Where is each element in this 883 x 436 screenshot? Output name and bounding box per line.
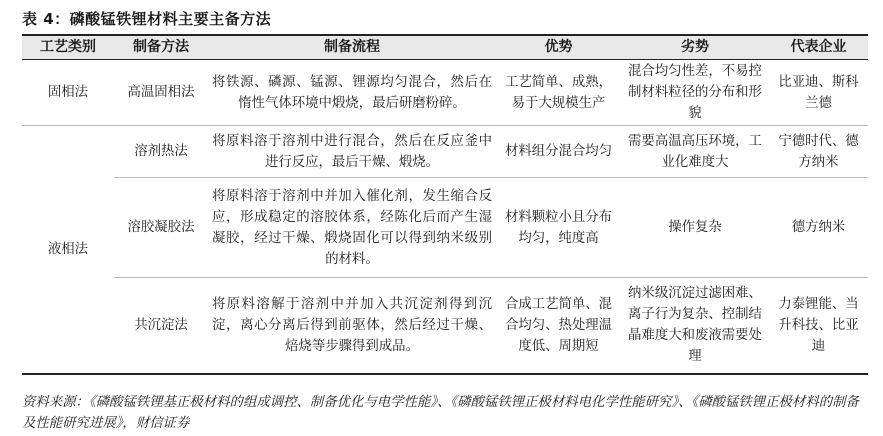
flow-cell: 将原料溶于溶剂中并加入催化剂，发生缩合反应，形成稳定的溶胶体系，经陈化后而产生湿凝胶，经过干燥、煅烧固化可以得到纳米级别的材料。: [208, 178, 496, 278]
flow-cell: 将铁源、磷源、锰源、锂源均匀混合，然后在惰性气体环境中煅烧，最后研磨粉碎。: [212, 74, 492, 111]
table-row: [22, 278, 868, 374]
companies-cell: 德方纳米: [769, 178, 868, 278]
category-cell: 固相法: [47, 85, 89, 100]
disadvantage-cell: 需要高温高压环境，工业化难度大: [621, 126, 769, 178]
advantage-cell: 材料组分混合均匀: [496, 126, 621, 178]
header-disadvantage: 劣势: [621, 35, 769, 60]
method-cell: 共沉淀法: [114, 278, 208, 374]
companies-cell: 力泰锂能、当升科技、比亚迪: [769, 278, 868, 374]
flow-cell: 将原料溶解于溶剂中并加入共沉淀剂得到沉淀，离心分离后得到前驱体，然后经过干燥、焙烧等步骤得到成品。: [208, 278, 496, 374]
header-row: [22, 35, 868, 60]
header-category: 工艺类别: [22, 35, 114, 60]
advantage-cell: 工艺简单、成熟，易于大规模生产: [504, 74, 613, 111]
table-title: 表 4：磷酸锰铁锂材料主要主备方法: [22, 10, 272, 28]
method-cell: 高温固相法: [127, 85, 195, 100]
header-method: 制备方法: [114, 35, 208, 60]
advantage-cell: 材料颗粒小且分布均匀，纯度高: [496, 178, 621, 278]
header-flow: 制备流程: [208, 35, 496, 60]
disadvantage-cell: 纳米级沉淀过滤困难、离子行为复杂、控制结晶难度大和废液需要处理: [621, 278, 769, 374]
header-companies: 代表企业: [769, 35, 868, 60]
disadvantage-cell: 操作复杂: [621, 178, 769, 278]
source-note: 资料来源：《磷酸锰铁锂基正极材料的组成调控、制备优化与电学性能》、《磷酸锰铁锂正极材料电化学性能研究》、《磷酸锰铁锂正极材料的制备及性能研究进展》，财信证券: [22, 395, 859, 431]
header-advantage: 优势: [496, 35, 621, 60]
companies-cell: 宁德时代、德方纳米: [769, 126, 868, 178]
method-cell: 溶胶凝胶法: [114, 178, 208, 278]
disadvantage-cell: 混合均匀性差，不易控制材料粒径的分布和形貌: [628, 64, 762, 121]
advantage-cell: 合成工艺简单、混合均匀、热处理温度低、周期短: [496, 278, 621, 374]
companies-cell: 比亚迪、斯科兰德: [778, 74, 859, 111]
category-cell: 液相法: [22, 126, 114, 374]
flow-cell: 将原料溶于溶剂中进行混合，然后在反应釜中进行反应，最后干燥、煅烧。: [208, 126, 496, 178]
table-row: [22, 126, 868, 178]
table-row: [22, 178, 868, 278]
methods-table: [22, 34, 868, 375]
table-row: [22, 60, 868, 126]
method-cell: 溶剂热法: [114, 126, 208, 178]
